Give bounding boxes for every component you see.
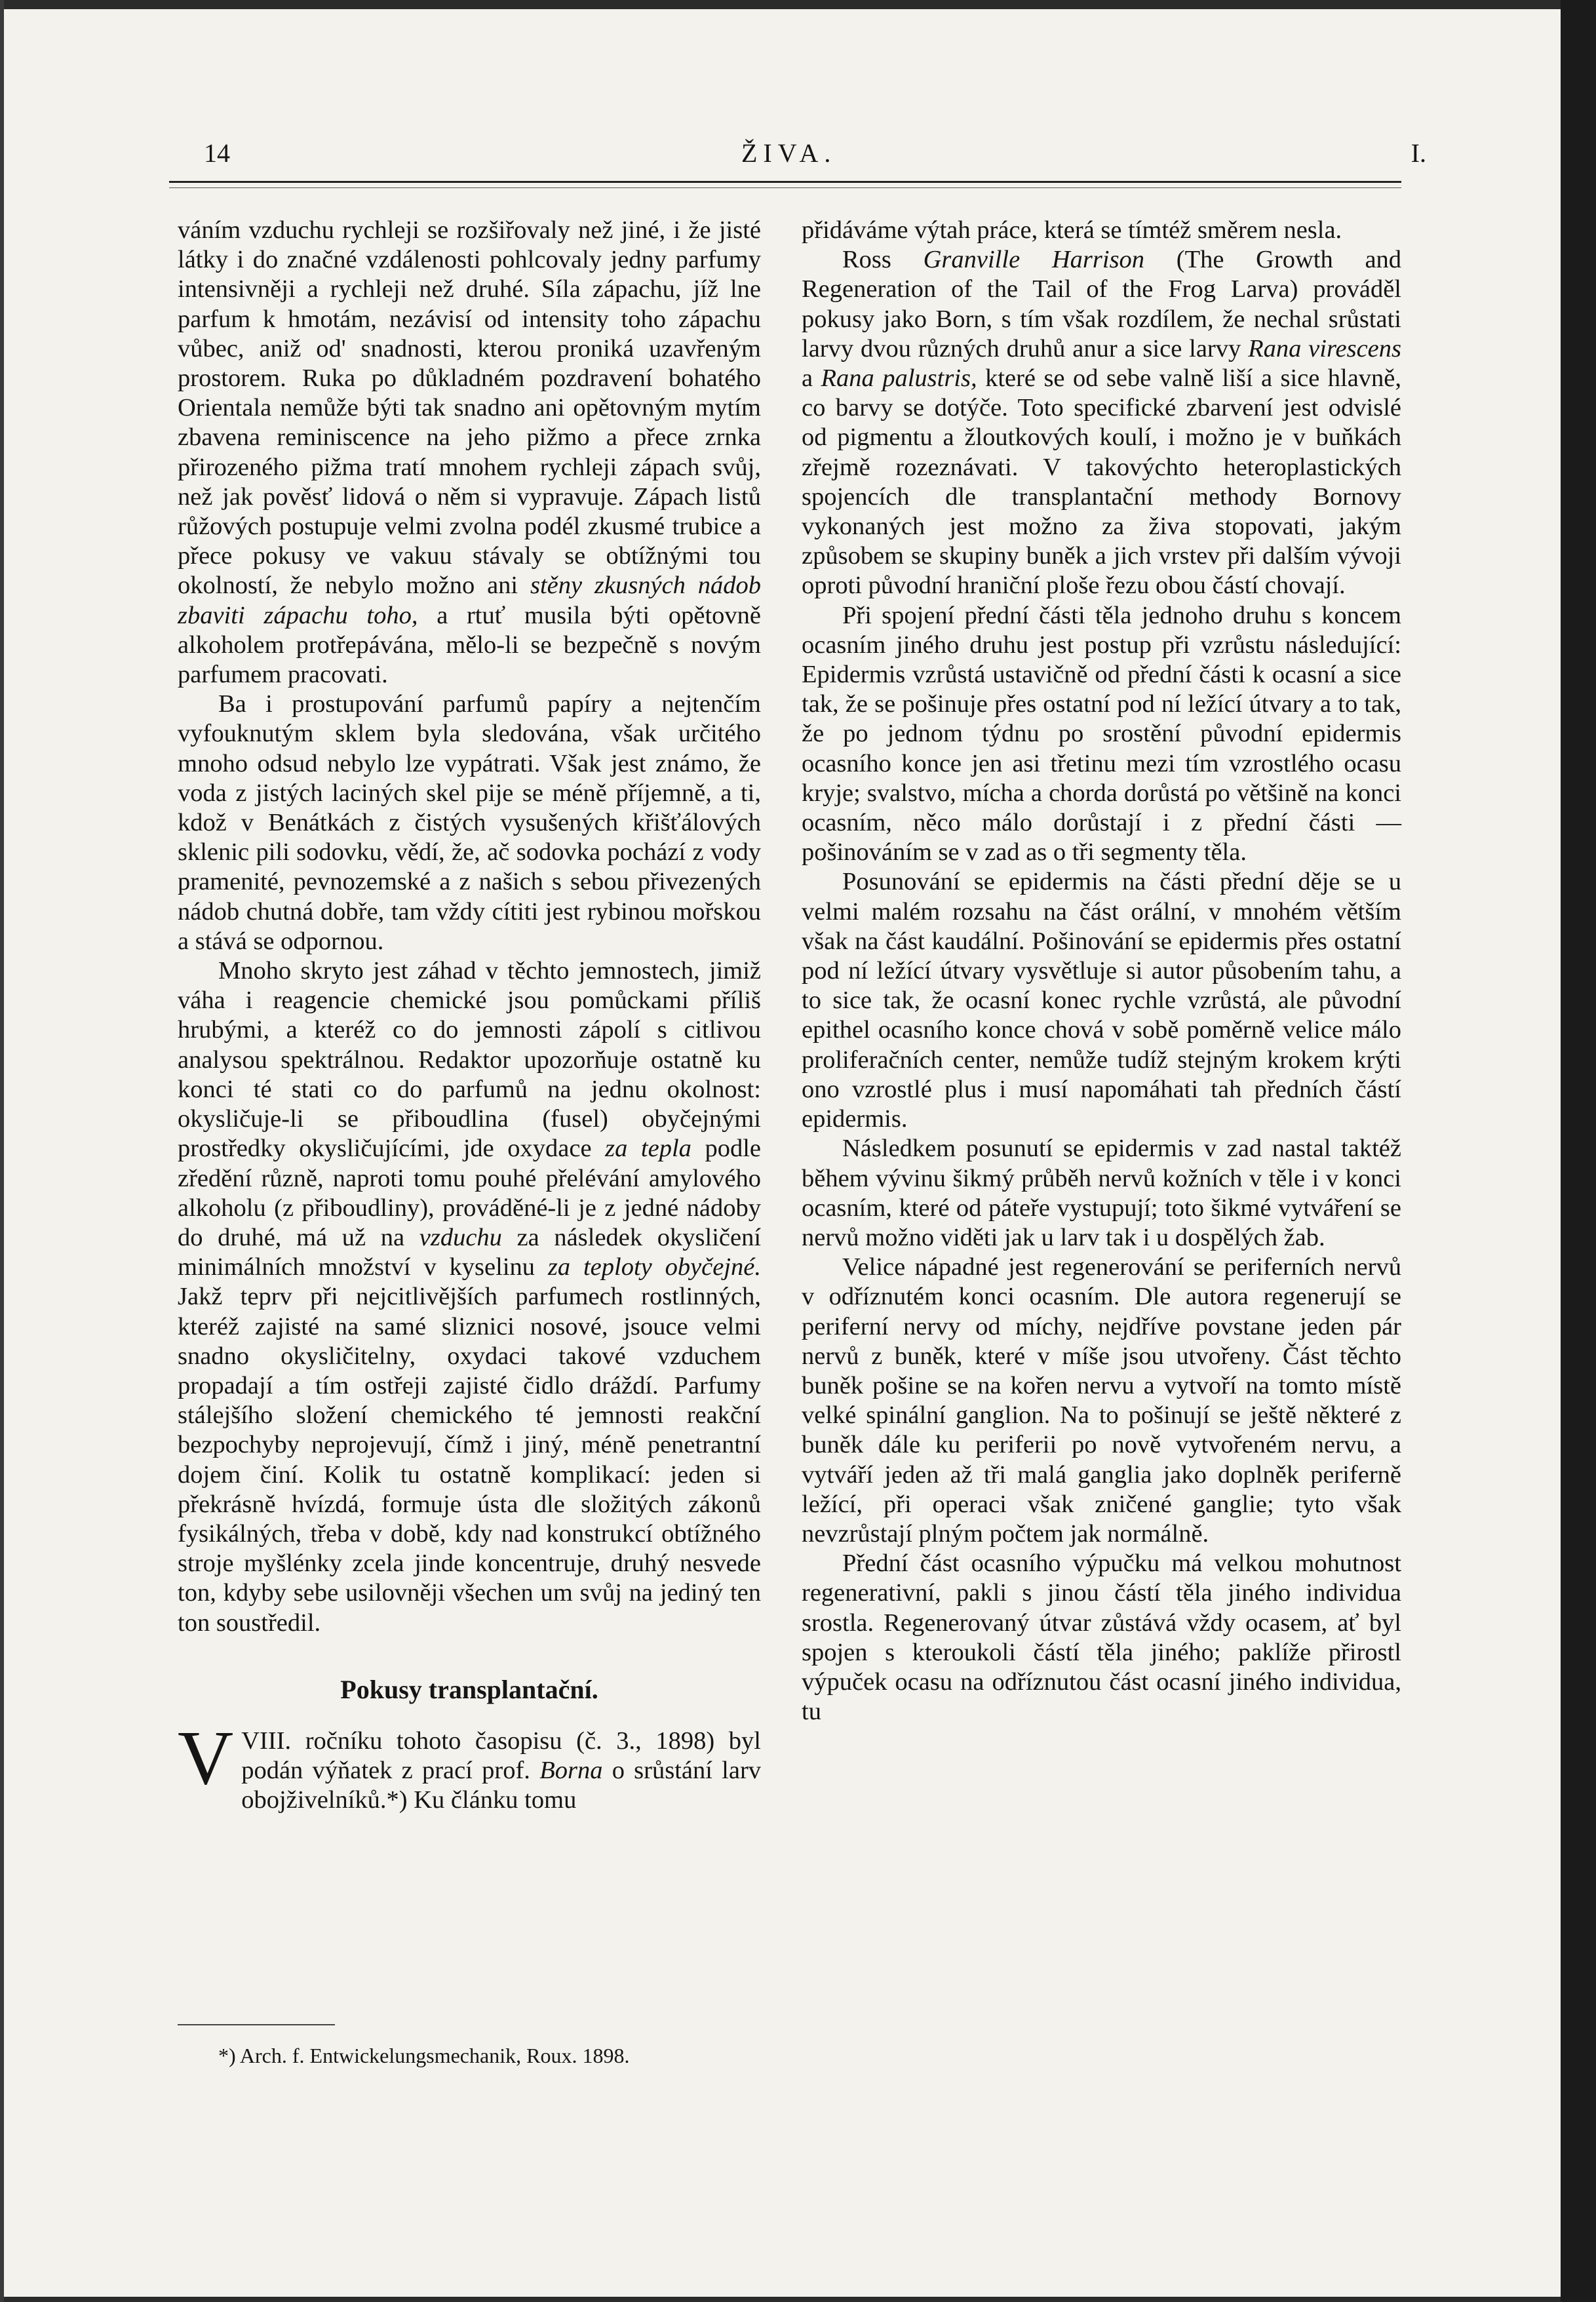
- footnote-rule: [178, 2024, 335, 2025]
- paragraph: přidáváme výtah práce, která se tímtéž směrem nesla.: [802, 216, 1342, 244]
- paragraph: Ba i prostupování parfumů papíry a nejtenčím vyfouknutým sklem byla sledována, však určitého mnoho odsud nebylo lze vypátrati. Však jest známo, že voda z jistých laciných skel pije se méně příjemně, a ti, kdož v Benátkách z čistých vysušených křišťálových sklenic pili sodovku, vědí, že, ač sodovka pochází z vody pramenité, pevnozemské a z našich s sebou přivezených nádob chutná dobře, tam vždy cítiti jest rybinou mořskou a stává se odpornou.: [178, 690, 761, 955]
- journal-page: [4, 9, 1561, 2297]
- paragraph: Mnoho skryto jest záhad v těchto jemnostech, jimiž váha i reagencie chemické jsou pomůckami příliš hrubými, a kteréž co do jemnosti zápolí s citlivou analysou spektrálnou. Redaktor upozorňuje ostatně ku konci té stati co do parfumů na jednu okolnost: okysličuje-li se přiboudlina (fusel) obyčejnými prostředky okysličujícími, jde oxydace za tepla podle zředění různě, naproti tomu pouhé přelévání amylového alkoholu (z přiboudliny), prováděné-li je z jedné nádoby do druhé, má už na vzduchu za následek okysličení minimálních množství v kyselinu za teploty obyčejné. Jakž teprv při nejcitlivějších parfumech rostlinných, kteréž zajisté na samé sliznici nosové, jsouce velmi snadno okysličitelny, oxydaci takové vzduchem propadají a tím ostřeji zajisté čidlo dráždí. Parfumy stálejšího složení chemického té jemnosti reakční bezpochyby neprojevují, čímž i jiný, méně penetrantní dojem činí. Kolik tu ostatně komplikací: jeden si překrásně hvízdá, formuje ústa dle složitých zákonů fysikálných, třeba v době, kdy nad konstrukcí obtížného stroje myšlénky zcela jinde koncentruje, druhý nesvede ton, kdyby sebe usilovněji všechen um svůj na jediný ten ton soustředil.: [178, 957, 762, 1637]
- journal-title: ŽIVA.: [741, 138, 837, 168]
- footnote: *) Arch. f. Entwickelungsmechanik, Roux. 1898.: [218, 2044, 630, 2067]
- drop-initial: V: [178, 1714, 234, 1801]
- paragraph: Při spojení přední části těla jednoho druhu s koncem ocasním jiného druhu jest postup při vzrůstu následující: Epidermis vzrůstá ustavičně od přední části k ocasní a sice tak, že se pošinuje přes ostatní pod ní ležící útvary a to tak, že po jednom týdnu po srostění původní epidermis ocasního konce jen asi třetinu mezi tím vzrostlého ocasu kryje; svalstvo, mícha a chorda dorůstá po většině na konci ocasním, něco málo dorůstají i z přední části — pošinováním se v zad as o tři segmenty těla.: [802, 601, 1401, 867]
- paragraph: váním vzduchu rychleji se rozšiřovaly než jiné, i že jisté látky i do značné vzdálenosti pohlcovaly jedny parfumy intensivněji a rychleji než druhé. Síla zápachu, jíž lne parfum k hmotám, nezávisí od intensity toho zápachu vůbec, aniž od' snadnosti, kterou proniká uzavřeným prostorem. Ruka po důkladném pozdravení bohatého Orientala nemůže býti tak snadno ani opětovným mytím zbavena reminiscence na jeho pižmo a přece zrnka přirozeného pižma tratí mnohem rychleji zápach svůj, než jak pověsť lidová o něm si vypravuje. Zápach listů růžových postupuje velmi zvolna podél zkusmé trubice a přece pokusy ve vakuu stávaly se obtížnými tou okolností, že nebylo možno ani stěny zkusných nádob zbaviti zápachu toho, a rtuť musila býti opětovně alkoholem protřepávána, mělo-li se bezpečně s novým parfumem pracovati.: [178, 216, 762, 689]
- page-header: [204, 134, 1426, 180]
- paragraph: Posunování se epidermis na části přední děje se u velmi malém rozsahu na část orální, v mnohém větším však na část kaudální. Pošinování se epidermis přes ostatní pod ní ležící útvary vysvětluje si autor působením tahu, a to sice tak, že ocasní konec rychle vzrůstá, ale původní epithel ocasního konce chová v sobě poměrně velice málo proliferačních center, nemůže tudíž stejným krokem krýti ono vzrostlé plus i musí napomáhati tah předních částí epidermis.: [802, 868, 1401, 1133]
- header-rule-thick: [169, 181, 1401, 183]
- page-number: 14: [204, 138, 230, 168]
- scan-right-edge: [1561, 0, 1596, 2302]
- paragraph: Následkem posunutí se epidermis v zad nastal taktéž během vývinu šikmý průběh nervů kožních v těle i v konci ocasním, které od páteře vystupují; toto šikmé vytváření se nervů možno viděti jak u larv tak i u dospělých žab.: [802, 1135, 1401, 1251]
- paragraph: Přední část ocasního výpučku má velkou mohutnost regenerativní, pakli s jinou částí těla jiného individua srostla. Regenerovaný útvar zůstává vždy ocasem, ať byl spojen s kteroukoli částí těla jiného; paklíže přirostl výpuček ocasu na odříznutou část ocasní jiného individua, tu: [802, 1550, 1401, 1726]
- paragraph-with-initial: VVIII. ročníku tohoto časopisu (č. 3., 1898) byl podán výňatek z prací prof. Borna o srůstání larv obojživelníků.*) Ku článku tomu: [178, 1714, 762, 1814]
- section-heading: Pokusy transplantační.: [340, 1674, 598, 1704]
- volume-number: I.: [1411, 138, 1426, 168]
- paragraph: Velice nápadné jest regenerování se periferních nervů v odříznutém konci ocasním. Dle autora regenerují se periferní nervy od míchy, nejdříve povstane jeden pár nervů z buněk, které v míše jsou utvořeny. Část těchto buněk pošine se na kořen nervu a vytvoří na tomto místě velké spinální ganglion. Na to pošinují se ještě některé z buněk dále ku periferii po nově vytvořeném nervu, a vytváří jeden až tři malá ganglia jako doplněk periferně ležící, při operaci však zničené ganglie; tyto však nevzrůstají plným počtem jak normálně.: [802, 1253, 1401, 1548]
- left-column: [178, 216, 761, 1816]
- footnote-area: [178, 2024, 761, 2069]
- right-column: [802, 216, 1401, 1726]
- paragraph: Ross Granville Harrison (The Growth and Regeneration of the Tail of the Frog Larva) prováděl pokusy jako Born, s tím však rozdílem, že nechal srůstati larvy dvou různých druhů anur a sice larvy Rana virescens a Rana palustris, které se od sebe valně liší a sice hlavně, co barvy se dotýče. Toto specifické zbarvení jest odvislé od pigmentu a žloutkových koulí, i možno je v buňkách zřejmě rozeznávati. V takovýchto heteroplastických spojencích dle transplantační methody Bornovy vykonaných jest možno za živa stopovati, jakým způsobem se skupiny buněk a jich vrstev při dalším vývoji oproti původní hraniční ploše řezu obou částí chovají.: [802, 246, 1402, 600]
- header-rule-thin: [169, 187, 1401, 188]
